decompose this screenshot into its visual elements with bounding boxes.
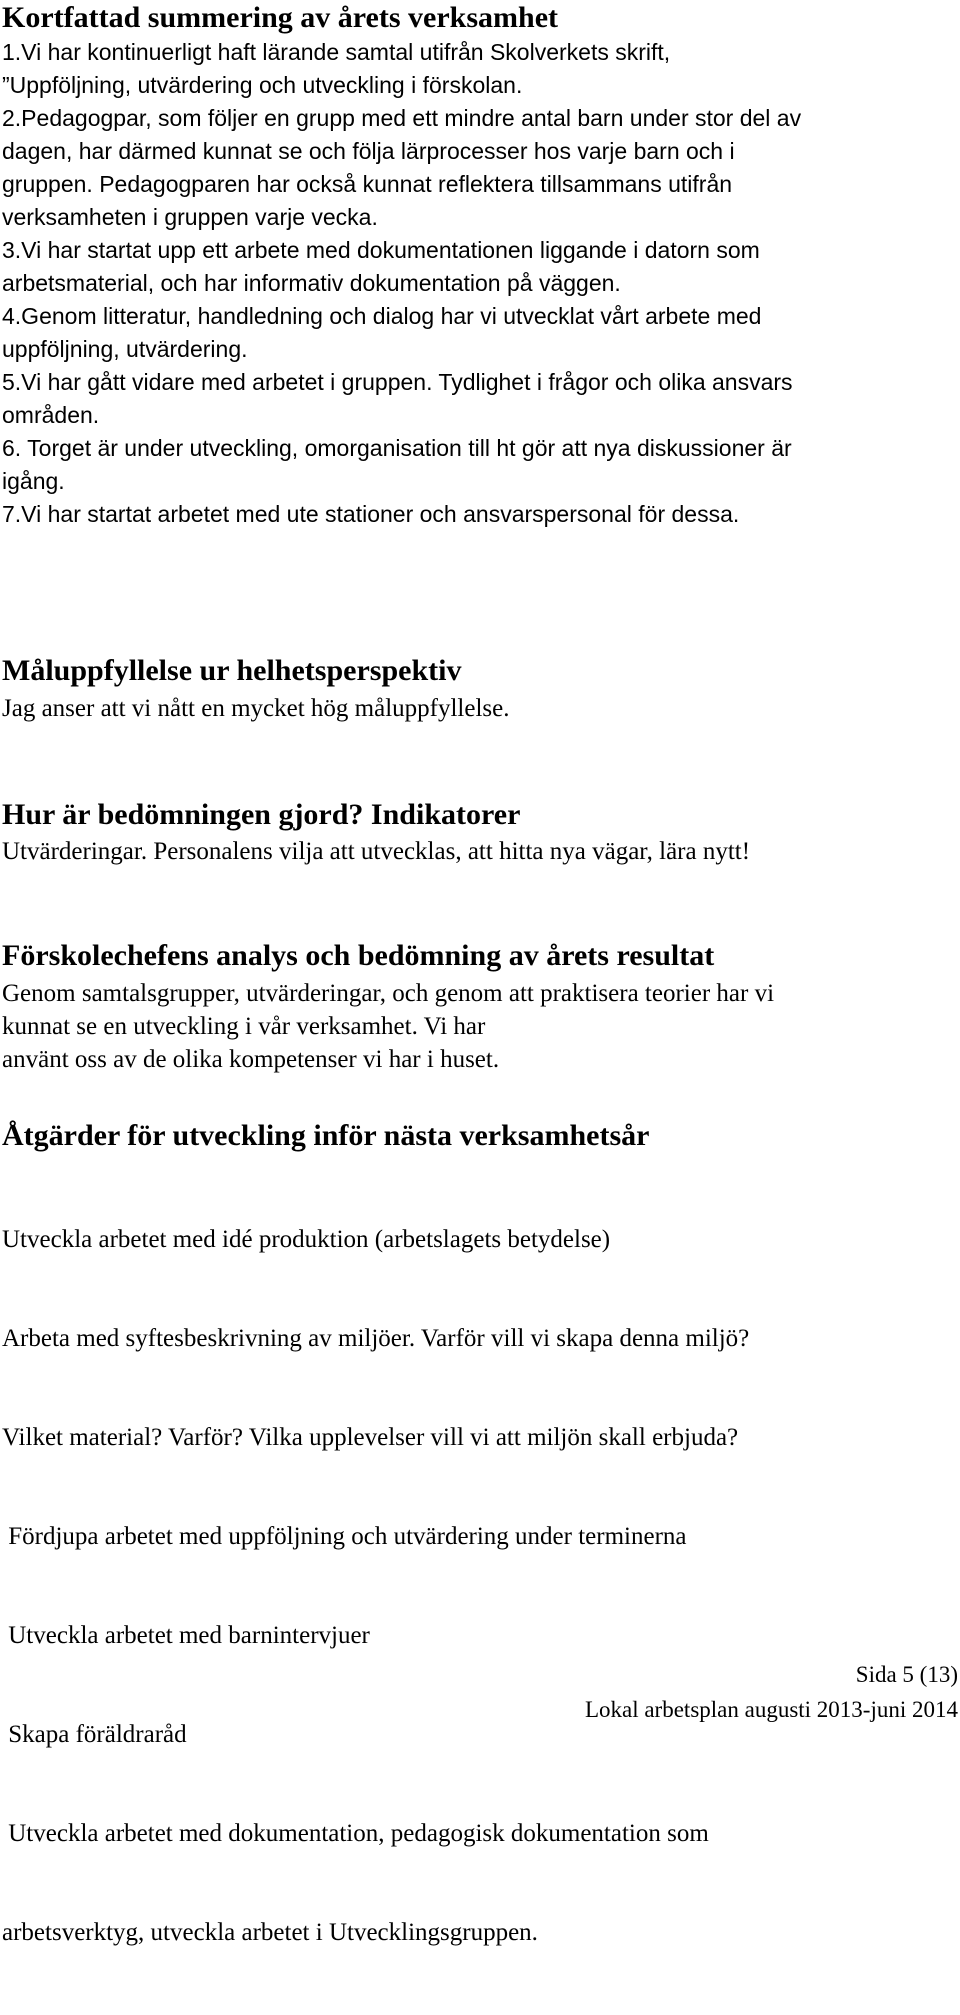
summary-line: 3.Vi har startat upp ett arbete med dokumentationen liggande i datorn som <box>2 237 760 263</box>
summary-line: 6. Torget är under utveckling, omorganisation till ht gör att nya diskussioner är <box>2 435 792 461</box>
goal-heading: Måluppfyllelse ur helhetsperspektiv <box>2 654 462 687</box>
actions-line: Vilket material? Varför? Vilka upplevelser vill vi att miljön skall erbjuda? <box>2 1424 739 1451</box>
summary-line: uppföljning, utvärdering. <box>2 336 248 362</box>
page-number: Sida 5 (13) <box>855 1662 958 1687</box>
summary-line: 2.Pedagogpar, som följer en grupp med ett mindre antal barn under stor del av <box>2 105 802 131</box>
analysis-line: använt oss av de olika kompetenser vi har i huset. <box>2 1046 500 1073</box>
summary-line: dagen, har därmed kunnat se och följa lärprocesser hos varje barn och i <box>2 138 735 164</box>
summary-line: verksamheten i gruppen varje vecka. <box>2 204 378 230</box>
summary-line: områden. <box>2 402 100 428</box>
actions-heading: Åtgärder för utveckling inför nästa verksamhetsår <box>2 1119 650 1152</box>
actions-line: Utveckla arbetet med barnintervjuer <box>2 1622 370 1649</box>
actions-line: Utveckla arbetet med dokumentation, pedagogisk dokumentation som <box>2 1820 709 1847</box>
summary-line: ”Uppföljning, utvärdering och utveckling i förskolan. <box>2 72 523 98</box>
analysis-text <box>2 977 774 1076</box>
summary-line: 7.Vi har startat arbetet med ute stationer och ansvarspersonal för dessa. <box>2 501 740 527</box>
summary-line: arbetsmaterial, och har informativ dokumentation på väggen. <box>2 270 621 296</box>
actions-line: Arbeta med syftesbeskrivning av miljöer. Varför vill vi skapa denna miljö? <box>2 1325 750 1352</box>
summary-line: 4.Genom litteratur, handledning och dialog har vi utvecklat vårt arbete med <box>2 303 762 329</box>
actions-line: Skapa föräldraråd <box>2 1721 187 1748</box>
document-footer-title: Lokal arbetsplan augusti 2013-juni 2014 <box>584 1697 958 1722</box>
summary-line: gruppen. Pedagogparen har också kunnat reflektera tillsammans utifrån <box>2 171 733 197</box>
summary-heading: Kortfattad summering av årets verksamhet <box>2 1 559 34</box>
actions-list <box>2 1157 749 2015</box>
summary-line: 5.Vi har gått vidare med arbetet i gruppen. Tydlighet i frågor och olika ansvars <box>2 369 793 395</box>
analysis-heading: Förskolechefens analys och bedömning av årets resultat <box>2 939 715 972</box>
assessment-heading: Hur är bedömningen gjord? Indikatorer <box>2 798 521 831</box>
summary-list <box>2 36 801 531</box>
actions-line: arbetsverktyg, utveckla arbetet i Utvecklingsgruppen. <box>2 1919 538 1946</box>
analysis-line: Genom samtalsgrupper, utvärderingar, och genom att praktisera teorier har vi <box>2 980 775 1007</box>
actions-line: Utveckla arbetet med idé produktion (arbetslagets betydelse) <box>2 1226 611 1253</box>
analysis-line: kunnat se en utveckling i vår verksamhet. Vi har <box>2 1013 486 1040</box>
goal-text: Jag anser att vi nått en mycket hög måluppfyllelse. <box>2 695 510 722</box>
summary-line: 1.Vi har kontinuerligt haft lärande samtal utifrån Skolverkets skrift, <box>2 39 671 65</box>
actions-line: Fördjupa arbetet med uppföljning och utvärdering under terminerna <box>2 1523 687 1550</box>
summary-line: igång. <box>2 468 65 494</box>
assessment-text: Utvärderingar. Personalens vilja att utvecklas, att hitta nya vägar, lära nytt! <box>2 838 751 865</box>
